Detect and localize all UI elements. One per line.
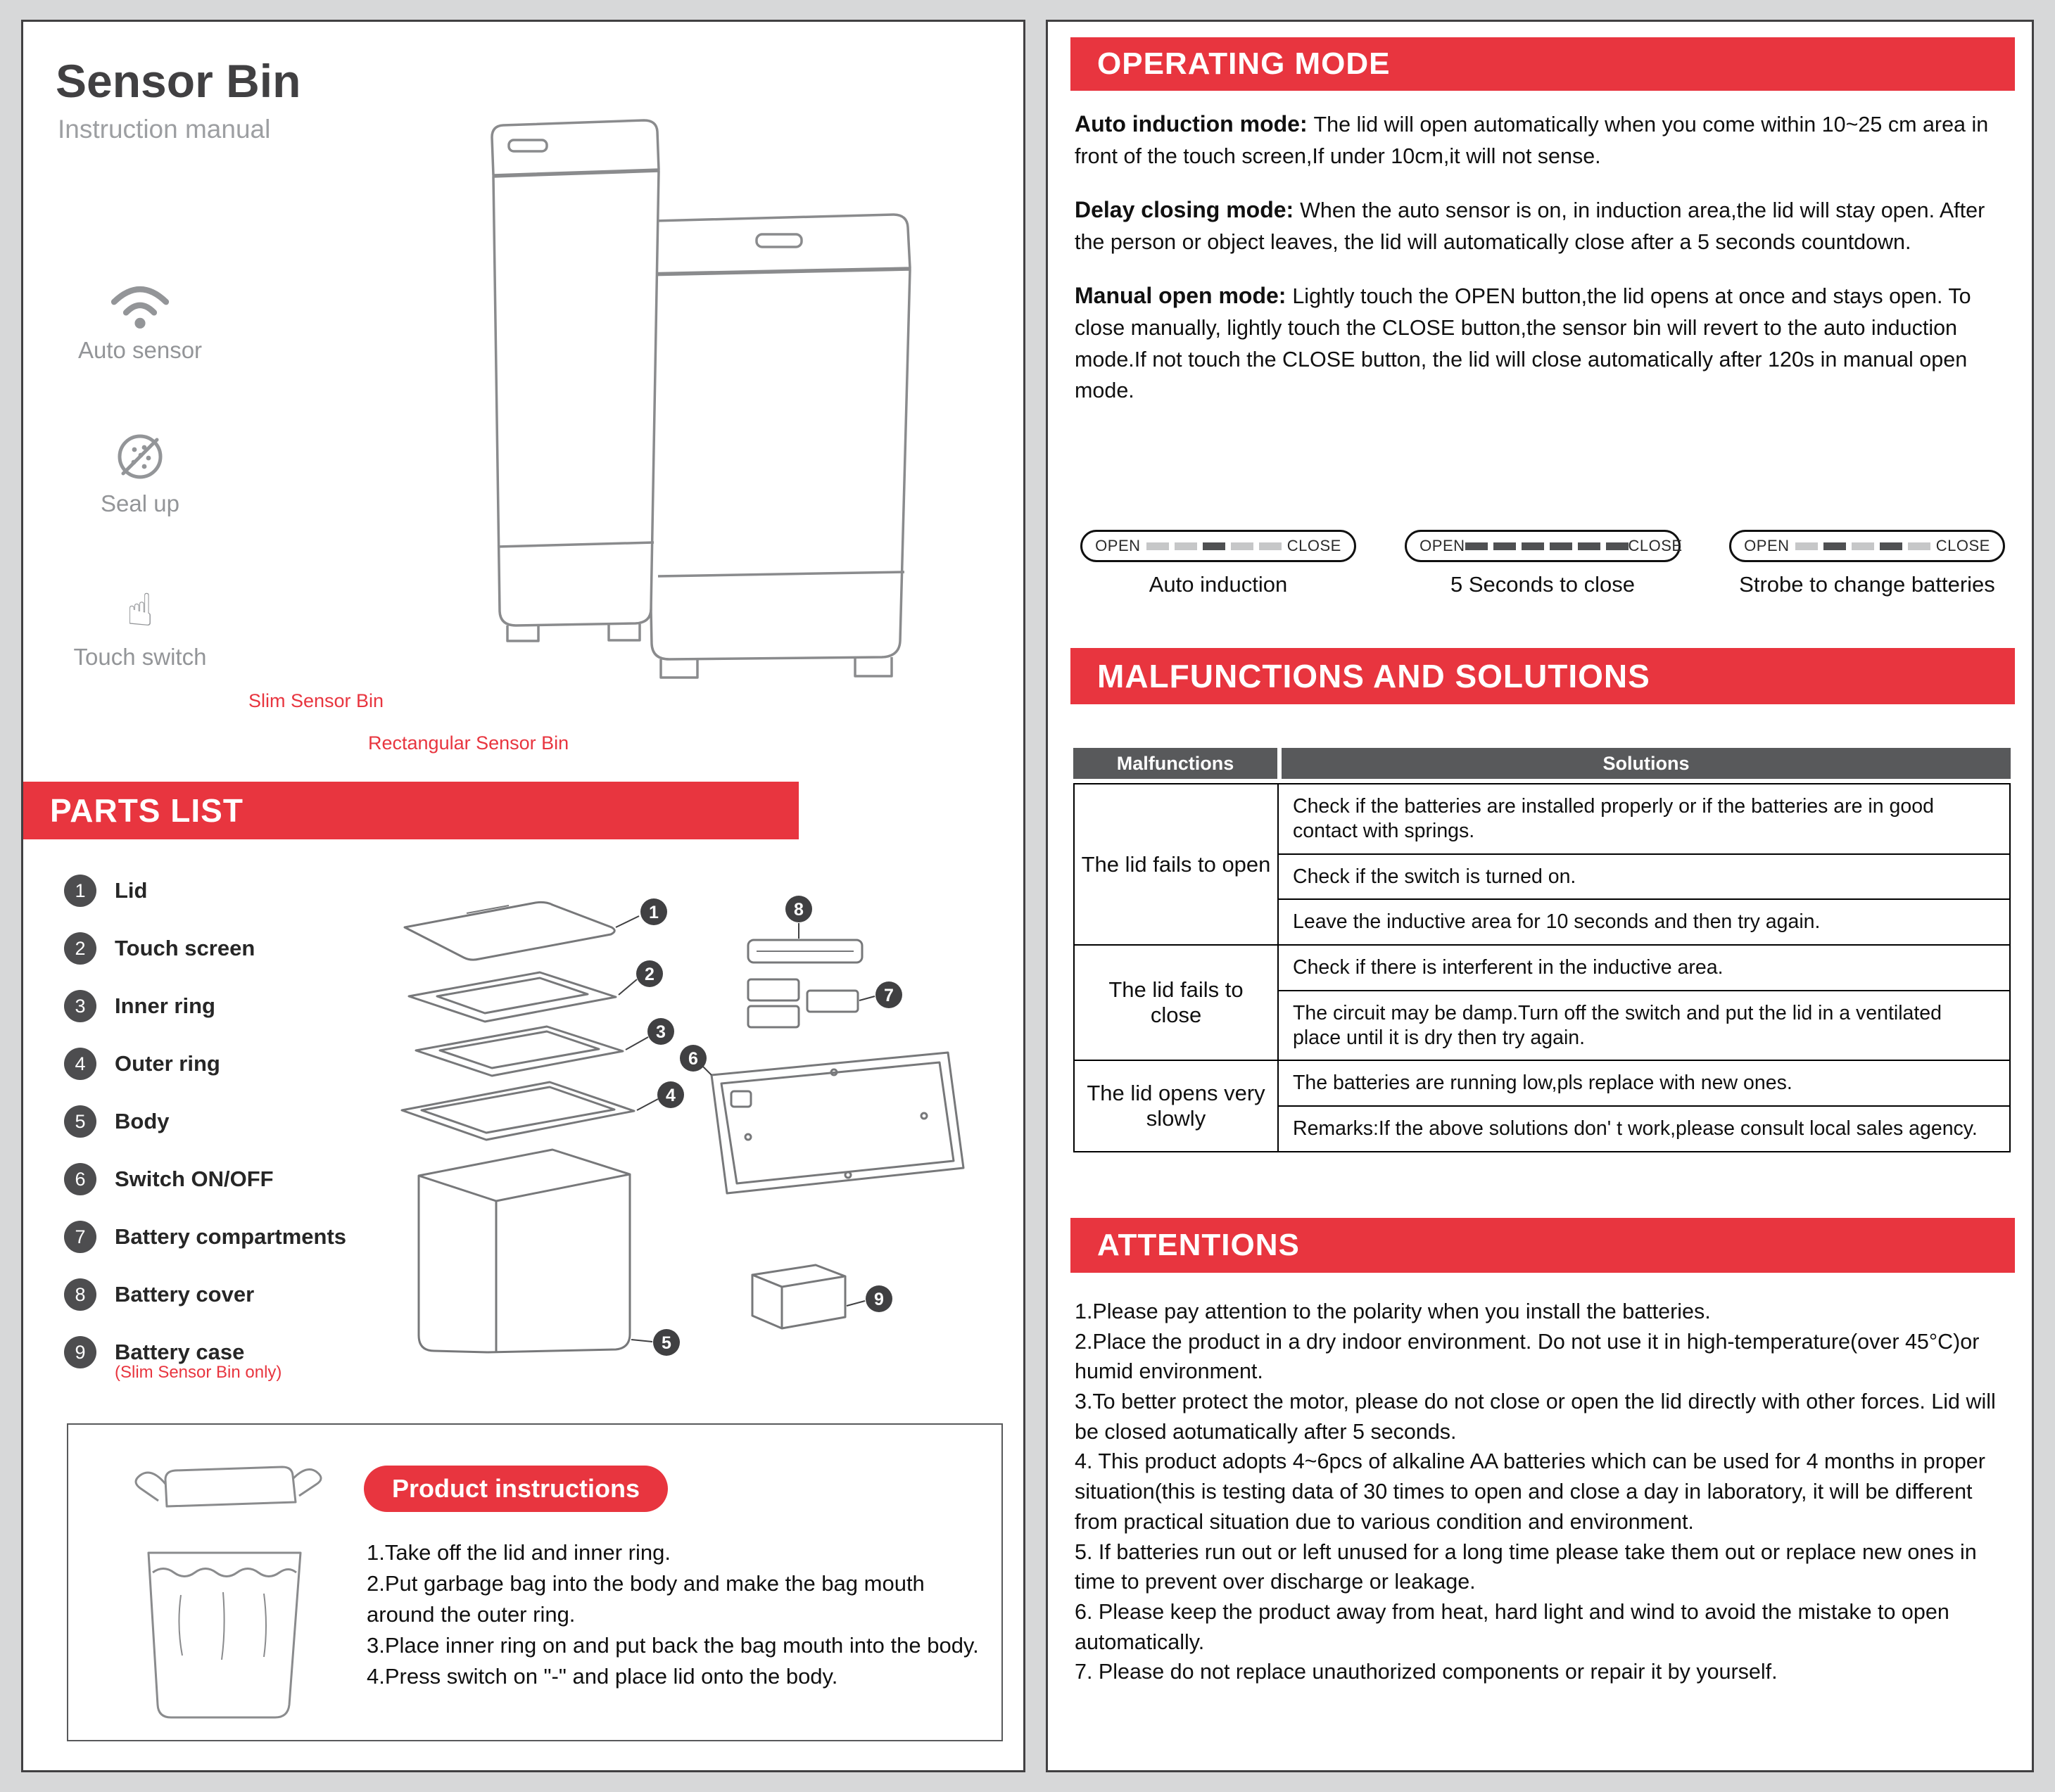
malfunction-cell: The lid fails to close xyxy=(1074,945,1278,1060)
attention-item: 2.Place the product in a dry indoor environment. Do not use it in high-temperature(over 45°C)or humid environment. xyxy=(1075,1329,1980,1384)
part-label: Battery cover xyxy=(115,1282,255,1307)
dash-light xyxy=(1852,542,1874,550)
svg-text:5: 5 xyxy=(662,1333,671,1353)
dash-dark xyxy=(1880,542,1902,550)
dash-dark xyxy=(1465,542,1488,550)
callout-4 xyxy=(637,1081,684,1110)
mode-title: Manual open mode: xyxy=(1075,282,1293,308)
svg-text:9: 9 xyxy=(874,1290,884,1309)
callout-1 xyxy=(616,898,667,927)
svg-text:7: 7 xyxy=(884,986,894,1005)
left-hand xyxy=(136,1473,165,1501)
attentions-heading: ATTENTIONS xyxy=(1070,1218,2015,1273)
svg-text:3: 3 xyxy=(656,1022,666,1042)
feature-seal-up xyxy=(50,428,230,517)
instruction-step: 4.Press switch on "-" and place lid onto the body. xyxy=(367,1664,838,1689)
table-row xyxy=(1074,1060,2010,1106)
part-number-badge: 1 xyxy=(64,875,96,907)
dash-light xyxy=(1795,542,1818,550)
wifi-signal-icon xyxy=(103,275,177,331)
callout-6 xyxy=(680,1045,712,1075)
exploded-switch-panel xyxy=(712,1053,963,1193)
svg-text:4: 4 xyxy=(666,1086,676,1105)
feature-touch-switch xyxy=(50,582,230,671)
part-number-badge: 4 xyxy=(64,1048,96,1080)
bag-installation-illustration xyxy=(81,1433,362,1731)
column-header-malfunctions: Malfunctions xyxy=(1073,748,1277,779)
callout-5 xyxy=(631,1329,680,1356)
part-note: (Slim Sensor Bin only) xyxy=(115,1363,282,1382)
exploded-battery-compartments xyxy=(748,979,858,1027)
attention-item: 4. This product adopts 4~6pcs of alkaline AA batteries which can be used for 4 months in proper situation(this is testing data of 30 times to open and close a day in laboratory, it will be different from practical situation due to various condition and environment. xyxy=(1075,1449,1985,1534)
pill-close-label: CLOSE xyxy=(1628,537,1683,554)
dash-dark xyxy=(1522,542,1544,550)
part-label: Body xyxy=(115,1109,170,1133)
part-text xyxy=(115,932,255,965)
dash-light xyxy=(1146,542,1169,550)
product-steps xyxy=(367,1537,994,1692)
part-label: Battery compartments xyxy=(115,1224,347,1249)
column-header-solutions: Solutions xyxy=(1282,748,2011,779)
pill-dashes xyxy=(1790,542,1936,550)
instruction-step: 3.Place inner ring on and put back the bag mouth into the body. xyxy=(367,1633,979,1658)
exploded-diagram xyxy=(255,884,1010,1408)
part-number-badge: 3 xyxy=(64,990,96,1022)
part-label: Battery case xyxy=(115,1340,245,1364)
feature-label: Seal up xyxy=(101,490,179,516)
part-number-badge: 2 xyxy=(64,932,96,965)
dash-dark xyxy=(1606,542,1629,550)
solution-cell: Remarks:If the above solutions don' t work,please consult local sales agency. xyxy=(1278,1106,2010,1152)
exploded-battery-case xyxy=(752,1265,845,1328)
indicator-row xyxy=(1075,530,2011,597)
product-instructions-heading: Product instructions xyxy=(364,1466,668,1512)
rectangular-bin-drawing xyxy=(641,215,910,678)
indicator-pill xyxy=(1729,530,2005,562)
instruction-step: 1.Take off the lid and inner ring. xyxy=(367,1540,671,1565)
feature-auto-sensor xyxy=(50,275,230,364)
indicator-caption: Auto induction xyxy=(1149,572,1288,597)
callout-7 xyxy=(859,981,902,1008)
part-text xyxy=(115,1048,220,1080)
dash-dark xyxy=(1578,542,1600,550)
dash-dark xyxy=(1203,542,1225,550)
malfunction-cell: The lid opens very slowly xyxy=(1074,1060,1278,1152)
right-hand xyxy=(293,1470,321,1496)
pill-open-label: OPEN xyxy=(1744,537,1790,554)
pill-dashes xyxy=(1141,542,1287,550)
instruction-step: 2.Put garbage bag into the body and make the bag mouth around the outer ring. xyxy=(367,1571,925,1627)
callout-2 xyxy=(619,960,663,995)
dash-dark xyxy=(1493,542,1516,550)
attention-item: 6. Please keep the product away from heat, hard light and wind to avoid the mistake to open automatically. xyxy=(1075,1599,1949,1654)
indicator-pill xyxy=(1080,530,1356,562)
right-page xyxy=(1046,20,2034,1772)
mode-paragraph: Auto induction mode: The lid will open automatically when you come within 10~25 cm area in front of the touch screen,If under 10cm,it will not sense. xyxy=(1075,111,1989,169)
product-instructions-box xyxy=(67,1423,1003,1741)
dash-light xyxy=(1175,542,1197,550)
attention-item: 5. If batteries run out or left unused for a long time please take them out or replace new ones in time to prevent over discharge or leakage. xyxy=(1075,1539,1977,1594)
pill-dashes xyxy=(1465,542,1629,550)
part-number-badge: 5 xyxy=(64,1105,96,1138)
part-text xyxy=(115,1163,274,1195)
callout-3 xyxy=(626,1018,674,1050)
part-text xyxy=(115,990,215,1022)
malfunction-table-body xyxy=(1074,784,2010,1152)
exploded-lid xyxy=(405,902,614,960)
part-number-badge: 8 xyxy=(64,1278,96,1311)
svg-text:8: 8 xyxy=(794,900,804,920)
solution-cell: The circuit may be damp.Turn off the switch and put the lid in a ventilated place until it is dry then try again. xyxy=(1278,991,2010,1061)
indicator xyxy=(1075,530,1362,597)
indicator xyxy=(1724,530,2011,597)
rectangular-bin-label: Rectangular Sensor Bin xyxy=(368,732,569,754)
part-label: Touch screen xyxy=(115,936,255,960)
svg-text:2: 2 xyxy=(645,965,655,984)
table-row xyxy=(1074,784,2010,854)
dash-dark xyxy=(1550,542,1572,550)
pill-close-label: CLOSE xyxy=(1286,537,1341,554)
indicator-caption: Strobe to change batteries xyxy=(1739,572,1995,597)
pill-open-label: OPEN xyxy=(1095,537,1141,554)
malfunction-table xyxy=(1073,783,2011,1152)
table-row xyxy=(1074,945,2010,991)
malfunctions-heading: MALFUNCTIONS AND SOLUTIONS xyxy=(1070,648,2015,704)
dash-dark xyxy=(1823,542,1846,550)
slim-bin-drawing xyxy=(492,120,659,641)
solution-cell: Check if there is interferent in the inductive area. xyxy=(1278,945,2010,991)
part-text xyxy=(115,875,148,907)
dash-light xyxy=(1908,542,1930,550)
malfunction-table-header xyxy=(1073,748,2011,779)
solution-cell: Check if the switch is turned on. xyxy=(1278,854,2010,900)
indicator-caption: 5 Seconds to close xyxy=(1450,572,1635,597)
attention-item: 7. Please do not replace unauthorized components or repair it by yourself. xyxy=(1075,1660,1778,1684)
malfunction-cell: The lid fails to open xyxy=(1074,784,1278,945)
attention-item: 3.To better protect the motor, please do not close or open the lid directly with other forces. Lid will be closed aotumatically after 5 seconds. xyxy=(1075,1390,1996,1444)
part-text xyxy=(115,1105,170,1138)
left-page xyxy=(21,20,1025,1772)
svg-text:1: 1 xyxy=(649,903,659,922)
operating-modes xyxy=(1075,108,2011,428)
attention-item: 1.Please pay attention to the polarity when you install the batteries. xyxy=(1075,1299,1711,1323)
feature-label: Touch switch xyxy=(73,644,207,670)
callout-9 xyxy=(847,1285,892,1312)
solution-cell: Check if the batteries are installed properly or if the batteries are in good contact with springs. xyxy=(1278,784,2010,854)
indicator xyxy=(1399,530,1686,597)
dash-light xyxy=(1231,542,1253,550)
mode-title: Auto induction mode: xyxy=(1075,111,1314,136)
exploded-outer-ring xyxy=(402,1082,634,1140)
part-number-badge: 7 xyxy=(64,1221,96,1253)
sensor-bins-illustration xyxy=(234,85,994,722)
solution-cell: Leave the inductive area for 10 seconds and then try again. xyxy=(1278,899,2010,945)
seal-ring-icon xyxy=(103,428,177,485)
illustration-lid xyxy=(165,1467,296,1506)
mode-paragraph: Delay closing mode: When the auto sensor is on, in induction area,the lid will stay open. After the person or object leaves, the lid will automatically close after a 5 seconds countdown. xyxy=(1075,196,1985,254)
part-number-badge: 6 xyxy=(64,1163,96,1195)
part-label: Outer ring xyxy=(115,1051,220,1076)
exploded-body xyxy=(419,1150,630,1352)
callout-8 xyxy=(785,896,812,939)
pill-close-label: CLOSE xyxy=(1935,537,1990,554)
document-subtitle: Instruction manual xyxy=(58,115,271,144)
mode-paragraph: Manual open mode: Lightly touch the OPEN button,the lid opens at once and stays open. To close manually, lightly touch the CLOSE button,the sensor bin will revert to the auto induction mode.If not touch the CLOSE button, the lid will close automatically after 120s in manual open mode. xyxy=(1075,282,1971,403)
document-title: Sensor Bin xyxy=(56,55,301,107)
feature-list xyxy=(50,275,230,671)
operating-mode-heading: OPERATING MODE xyxy=(1070,37,2015,91)
part-label: Lid xyxy=(115,878,148,903)
pill-open-label: OPEN xyxy=(1419,537,1465,554)
pointing-hand-icon: ☝ xyxy=(126,585,154,635)
svg-text:6: 6 xyxy=(688,1049,698,1069)
feature-label: Auto sensor xyxy=(77,337,203,363)
parts-list-heading: PARTS LIST xyxy=(23,782,799,839)
part-number-badge: 9 xyxy=(64,1336,96,1368)
part-label: Inner ring xyxy=(115,993,215,1018)
attentions-list xyxy=(1075,1297,2008,1687)
mode-title: Delay closing mode: xyxy=(1075,196,1301,222)
slim-bin-label: Slim Sensor Bin xyxy=(248,690,384,711)
indicator-pill xyxy=(1405,530,1681,562)
part-text xyxy=(115,1278,254,1311)
part-label: Switch ON/OFF xyxy=(115,1167,274,1191)
dash-light xyxy=(1259,542,1282,550)
solution-cell: The batteries are running low,pls replace with new ones. xyxy=(1278,1060,2010,1106)
